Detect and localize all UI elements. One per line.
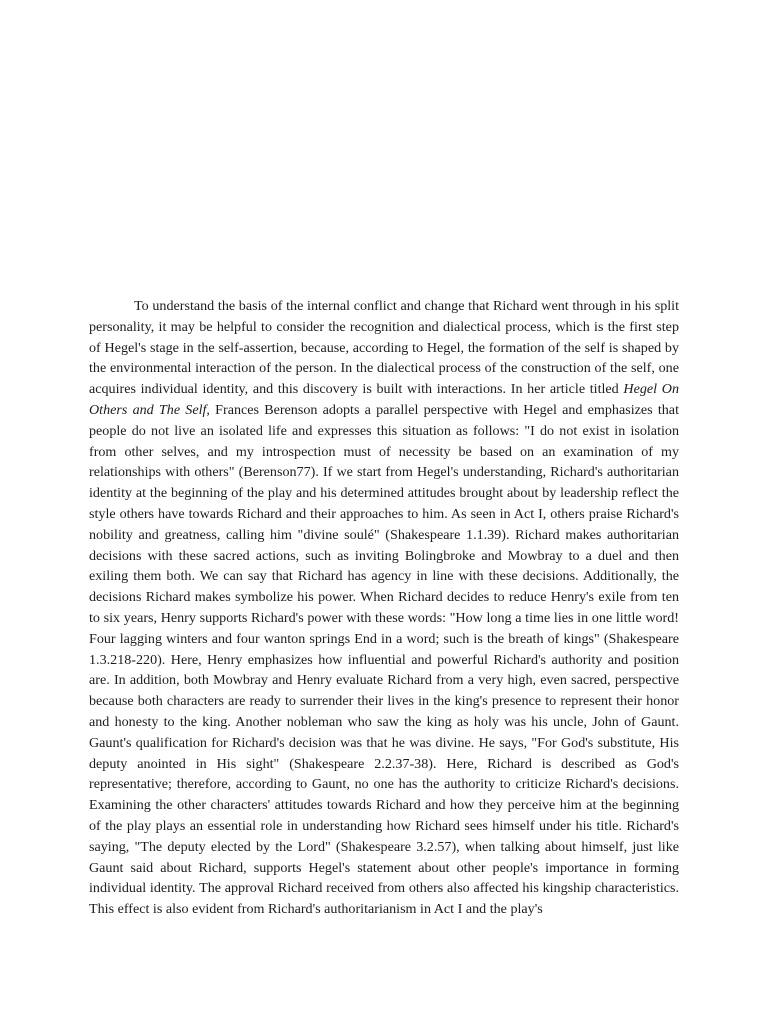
article-title: Hegel On Others and The Self [89, 381, 679, 418]
paragraph-text-part-1: To understand the basis of the internal conflict and change that Richard went through in his split personality, it may be helpful to consider the recognition and dialectical process, which is the first step of Hegel's stage in the self-assertion, because, according to Hegel, the formation of the self is shaped by the environmental interaction of the person. In the dialectical process of the construction of the self, one acquires individual identity, and this discovery is built with interactions. In her article titled [89, 298, 679, 398]
body-paragraph [89, 296, 679, 920]
paragraph-text-part-2: , Frances Berenson adopts a parallel perspective with Hegel and emphasizes that people do not live an isolated life and expresses this situation as follows: "I do not exist in isolation from other selves, and my introspection must of necessity be based on an examination of my relationships with others" (Berenson77). If we start from Hegel's understanding, Richard's authoritarian identity at the beginning of the play and his determined attitudes brought about by leadership reflect the style others have towards Richard and their approaches to him. As seen in Act I, others praise Richard's nobility and greatness, calling him "divine soulé" (Shakespeare 1.1.39). Richard makes authoritarian decisions with these sacred actions, such as inviting Bolingbroke and Mowbray to a duel and then exiling them both. We can say that Richard has agency in line with these decisions. Additionally, the decisions Richard makes symbolize his power. When Richard decides to reduce Henry's exile from ten to six years, Henry supports Richard's power with these words: "How long a time lies in one little word! Four lagging winters and four wanton springs End in a word; such is the breath of kings" (Shakespeare 1.3.218-220). Here, Henry emphasizes how influential and powerful Richard's authority and position are. In addition, both Mowbray and Henry evaluate Richard from a very high, even sacred, perspective because both characters are ready to surrender their lives in the king's presence to represent their honor and honesty to the king. Another nobleman who saw the king as holy was his uncle, John of Gaunt. Gaunt's qualification for Richard's decision was that he was divine. He says, "For God's substitute, His deputy anointed in His sight" (Shakespeare 2.2.37-38). Here, Richard is described as God's representative; therefore, according to Gaunt, no one has the authority to criticize Richard's decisions. Examining the other characters' attitudes towards Richard and how they perceive him at the beginning of the play plays an essential role in understanding how Richard sees himself under his title. Richard's saying, "The deputy elected by the Lord" (Shakespeare 3.2.57), when talking about himself, just like Gaunt said about Richard, supports Hegel's statement about other people's importance in forming individual identity. The approval Richard received from others also affected his kingship characteristics. This effect is also evident from Richard's authoritarianism in Act I and the play's [89, 401, 679, 918]
